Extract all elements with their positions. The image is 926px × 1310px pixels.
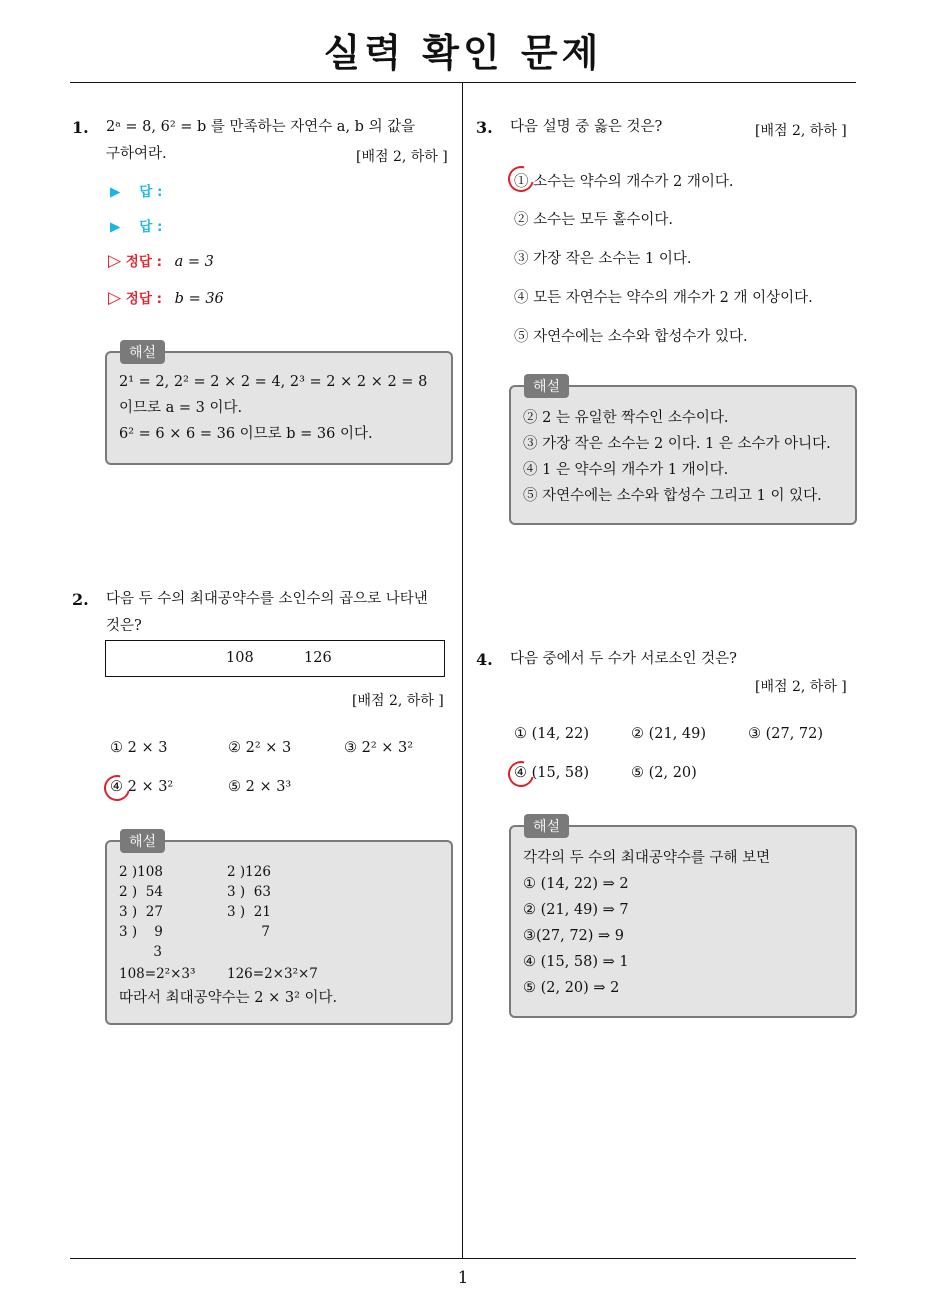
- q4-explain-line: ④ (15, 58) ⇒ 1: [523, 954, 629, 970]
- q3-explanation-box: [509, 385, 857, 525]
- div-step: 2 )126: [227, 864, 271, 880]
- q3-number: 3.: [476, 118, 493, 137]
- q1-answer-row-1: [110, 180, 162, 200]
- q3-explanation-tag: 해설: [524, 374, 569, 398]
- q1-explain-line: 이므로 a = 3 이다.: [119, 400, 243, 416]
- q2-explanation-tag: 해설: [120, 829, 165, 853]
- q3-score: [배점 2, 하하 ]: [755, 123, 847, 139]
- q4-option-2[interactable]: ② (21, 49): [631, 726, 707, 742]
- q1-correct-value-1: a = 3: [174, 254, 214, 270]
- q2-conclusion: 따라서 최대공약수는 2 × 3² 이다.: [119, 990, 338, 1006]
- q1-explanation-text: [119, 369, 441, 447]
- q3-option-5[interactable]: ⑤ 자연수에는 소수와 합성수가 있다.: [514, 329, 748, 345]
- q3-option-3[interactable]: ③ 가장 작은 소수는 1 이다.: [514, 251, 692, 267]
- q3-explain-line: ② 2 는 유일한 짝수인 소수이다.: [523, 410, 729, 426]
- div-step: 3 ) 27: [119, 904, 163, 920]
- q1-score: [배점 2, 하하 ]: [356, 149, 448, 165]
- q4-question: 다음 중에서 두 수가 서로소인 것은?: [510, 651, 737, 667]
- div-step: 2 ) 54: [119, 884, 163, 900]
- q4-option-1[interactable]: ① (14, 22): [514, 726, 590, 742]
- q3-explain-line: ⑤ 자연수에는 소수와 합성수 그리고 1 이 있다.: [523, 488, 822, 504]
- q3-explanation-text: [523, 405, 845, 509]
- div-step: 3: [119, 944, 162, 960]
- q3-question: 다음 설명 중 옳은 것은?: [510, 119, 663, 135]
- div-step: 7: [227, 924, 270, 940]
- div-step: 2 )108: [119, 864, 163, 880]
- q2-option-2[interactable]: ② 2² × 3: [228, 740, 292, 756]
- q1-explain-line: 2¹ = 2, 2² = 2 × 2 = 4, 2³ = 2 × 2 × 2 = 8: [119, 374, 428, 390]
- q4-explanation-text: [523, 845, 845, 1001]
- q2-box-value-1: 108: [226, 650, 254, 666]
- q1-explain-line: 6² = 6 × 6 = 36 이므로 b = 36 이다.: [119, 426, 373, 442]
- q2-option-5[interactable]: ⑤ 2 × 3³: [228, 779, 292, 795]
- q1-answer-label-2: 답 :: [139, 219, 163, 235]
- q4-explanation-box: [509, 825, 857, 1018]
- q1-explanation-tag: 해설: [120, 340, 165, 364]
- play-icon: ▶: [110, 184, 121, 200]
- q3-option-1[interactable]: ① 소수는 약수의 개수가 2 개이다.: [514, 174, 734, 190]
- q4-option-5[interactable]: ⑤ (2, 20): [631, 765, 697, 781]
- q1-correct-value-2: b = 36: [174, 291, 224, 307]
- q1-explanation-box: [105, 351, 453, 465]
- q3-option-2[interactable]: ② 소수는 모두 홀수이다.: [514, 212, 673, 228]
- column-divider: [462, 82, 463, 1259]
- q1-correct-row-1: [108, 250, 214, 271]
- triangle-outline-icon: ▷: [108, 251, 122, 271]
- q4-option-3[interactable]: ③ (27, 72): [748, 726, 824, 742]
- q1-line1: 2ᵃ = 8, 6² = b 를 만족하는 자연수 a, b 의 값을: [106, 119, 416, 135]
- q3-option-4[interactable]: ④ 모든 자연수는 약수의 개수가 2 개 이상이다.: [514, 290, 813, 306]
- q4-number: 4.: [476, 650, 493, 669]
- q4-option-4[interactable]: ④ (15, 58): [514, 765, 590, 781]
- q2-option-1[interactable]: ① 2 × 3: [110, 740, 168, 756]
- q4-explain-line: ⑤ (2, 20) ⇒ 2: [523, 980, 620, 996]
- q4-explain-line: ① (14, 22) ⇒ 2: [523, 876, 629, 892]
- q1-correct-label-1: 정답 :: [125, 254, 162, 270]
- q1-answer-label-1: 답 :: [139, 184, 163, 200]
- q3-explain-line: ④ 1 은 약수의 개수가 1 개이다.: [523, 462, 729, 478]
- triangle-outline-icon: ▷: [108, 288, 122, 308]
- q2-line1: 다음 두 수의 최대공약수를 소인수의 곱으로 나타낸: [106, 591, 428, 607]
- header-divider: [70, 82, 856, 83]
- q1-correct-label-2: 정답 :: [125, 291, 162, 307]
- q2-score: [배점 2, 하하 ]: [352, 693, 444, 709]
- page-title: 실력 확인 문제: [323, 31, 603, 75]
- q1-line2: 구하여라.: [106, 146, 167, 162]
- q1-number: 1.: [72, 118, 89, 137]
- q2-factor-108: 108=2²×3³: [119, 966, 196, 982]
- div-step: 3 ) 9: [119, 924, 163, 940]
- q4-explain-line: ② (21, 49) ⇒ 7: [523, 902, 629, 918]
- q1-answer-row-2: [110, 215, 162, 235]
- footer-divider: [70, 1258, 856, 1259]
- q2-factor-126: 126=2×3²×7: [227, 966, 318, 982]
- div-step: 3 ) 63: [227, 884, 271, 900]
- q4-explanation-tag: 해설: [524, 814, 569, 838]
- selected-answer-circle: [503, 756, 539, 792]
- q4-explain-line: 각각의 두 수의 최대공약수를 구해 보면: [523, 850, 771, 866]
- q2-explanation-box: [105, 840, 453, 1025]
- q1-correct-row-2: [108, 287, 224, 308]
- q2-number-box: [105, 640, 445, 677]
- q2-option-4[interactable]: ④ 2 × 3²: [110, 779, 174, 795]
- q4-explain-line: ③(27, 72) ⇒ 9: [523, 928, 625, 944]
- q3-explain-line: ③ 가장 작은 소수는 2 이다. 1 은 소수가 아니다.: [523, 436, 831, 452]
- q2-division-126: [227, 862, 271, 942]
- play-icon: ▶: [110, 219, 121, 235]
- q2-division-108: [119, 862, 163, 962]
- q2-box-value-2: 126: [304, 650, 332, 666]
- selected-answer-circle: [99, 770, 135, 806]
- q2-option-3[interactable]: ③ 2² × 3²: [344, 740, 414, 756]
- div-step: 3 ) 21: [227, 904, 271, 920]
- q2-line2: 것은?: [106, 618, 142, 634]
- q2-number: 2.: [72, 590, 89, 609]
- q4-score: [배점 2, 하하 ]: [755, 679, 847, 695]
- selected-answer-circle: [503, 161, 539, 197]
- page-number: 1: [457, 1268, 469, 1288]
- q2-question: [106, 586, 456, 640]
